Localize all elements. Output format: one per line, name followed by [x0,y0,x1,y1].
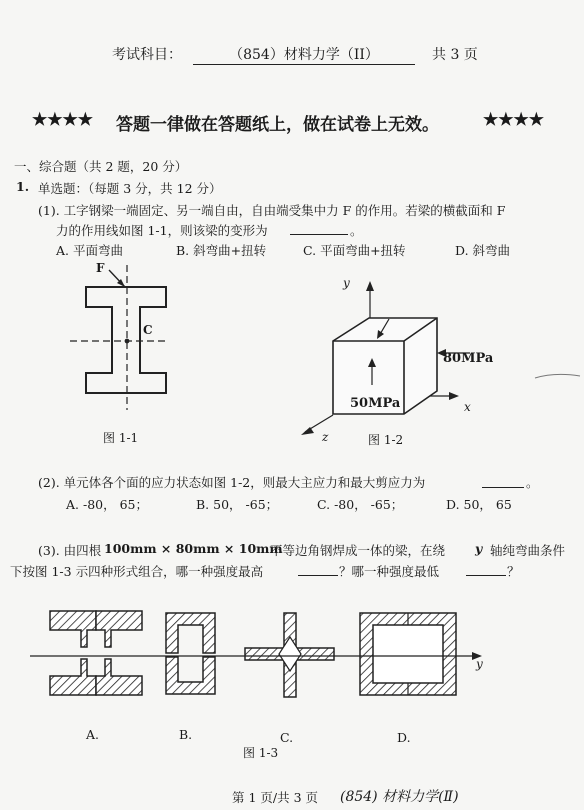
q2-option-d: D. 50， 65 [446,497,512,512]
q2-option-c: C. -80， -65； [317,497,404,512]
fig11-caption: 图 1-1 [103,431,139,445]
section-b-shape [166,613,215,694]
fig11-centroid-label: C [143,323,153,337]
q2-option-b: B. 50， -65； [196,497,279,512]
q3-line2-a: 下按图 1-3 示四种形式组合，哪一种强度最高 [10,564,264,579]
q3-line2-c: ？ [507,564,520,579]
q3-line2-b: ？哪一种强度最低 [339,564,440,579]
subsection-title: 单选题：（每题 3 分，共 12 分） [38,181,222,196]
fig13-caption: 图 1-3 [243,746,279,760]
q2-line1: (2). 单元体各个面的应力状态如图 1-2，则最大主应力和最大剪应力为 [38,475,426,490]
section-c-shape [245,613,334,697]
fig12-stress-50: 50MPa [350,396,401,411]
notice-text: 答题一律做在答题纸上，做在试卷上无效。 [116,115,439,135]
q1-option-c: C. 平面弯曲+扭转 [303,243,406,258]
q1-option-b: B. 斜弯曲+扭转 [176,243,267,258]
q3-line1-d: 轴纯弯曲条件 [490,543,566,558]
subject-label: 考试科目： [112,47,182,63]
notice-stars-left: ★★★★ [32,110,93,130]
section-a-shape [50,611,142,695]
q1-line1: (1). 工字钢梁一端固定、另一端自由，自由端受集中力 F 的作用。若梁的横截面和 F [38,203,506,218]
q1-line2-end: 。 [350,223,363,238]
q3-angle-dimensions: 100mm × 80mm × 10mm [104,541,283,556]
q1-option-d: D. 斜弯曲 [455,243,511,258]
q2-option-a: A. -80， 65； [66,497,148,512]
fig11-force-label: F [96,261,105,275]
fig12-caption: 图 1-2 [368,433,404,447]
fig13-label-a: A. [86,727,100,742]
fig13-y-axis-label: y [476,657,483,671]
fig13-label-d: D. [397,730,411,745]
fig12-stress-80: 80MPa [443,351,494,366]
q1-option-a: A. 平面弯曲 [56,243,123,258]
q3-line1-c: 不等边角钢焊成一体的梁，在绕 [270,543,446,558]
page-footer: 第 1 页/共 3 页 [232,790,319,805]
fig12-z-axis-label: z [322,430,329,444]
fig13-label-c: C. [280,730,294,745]
section-d-shape [360,613,456,695]
subject-name: （854）材料力学（II） [193,44,415,65]
fig13-label-b: B. [179,727,193,742]
page-count: 共 3 页 [432,47,478,63]
fig12-y-axis-label: y [343,276,350,290]
handwritten-note: (854) 材料力学(Ⅱ) [340,789,459,805]
fig12-x-axis-label: x [464,400,471,414]
section-title: 一、综合题（共 2 题，20 分） [14,159,188,174]
notice-stars-right: ★★★★ [483,110,544,130]
subsection-number: 1. [16,179,30,194]
q1-line2: 力的作用线如图 1-1，则该梁的变形为 [56,223,268,238]
q3-y-axis: y [475,541,483,556]
q2-line1-end: 。 [526,475,539,490]
q3-line1-a: (3). 由四根 [38,543,102,558]
